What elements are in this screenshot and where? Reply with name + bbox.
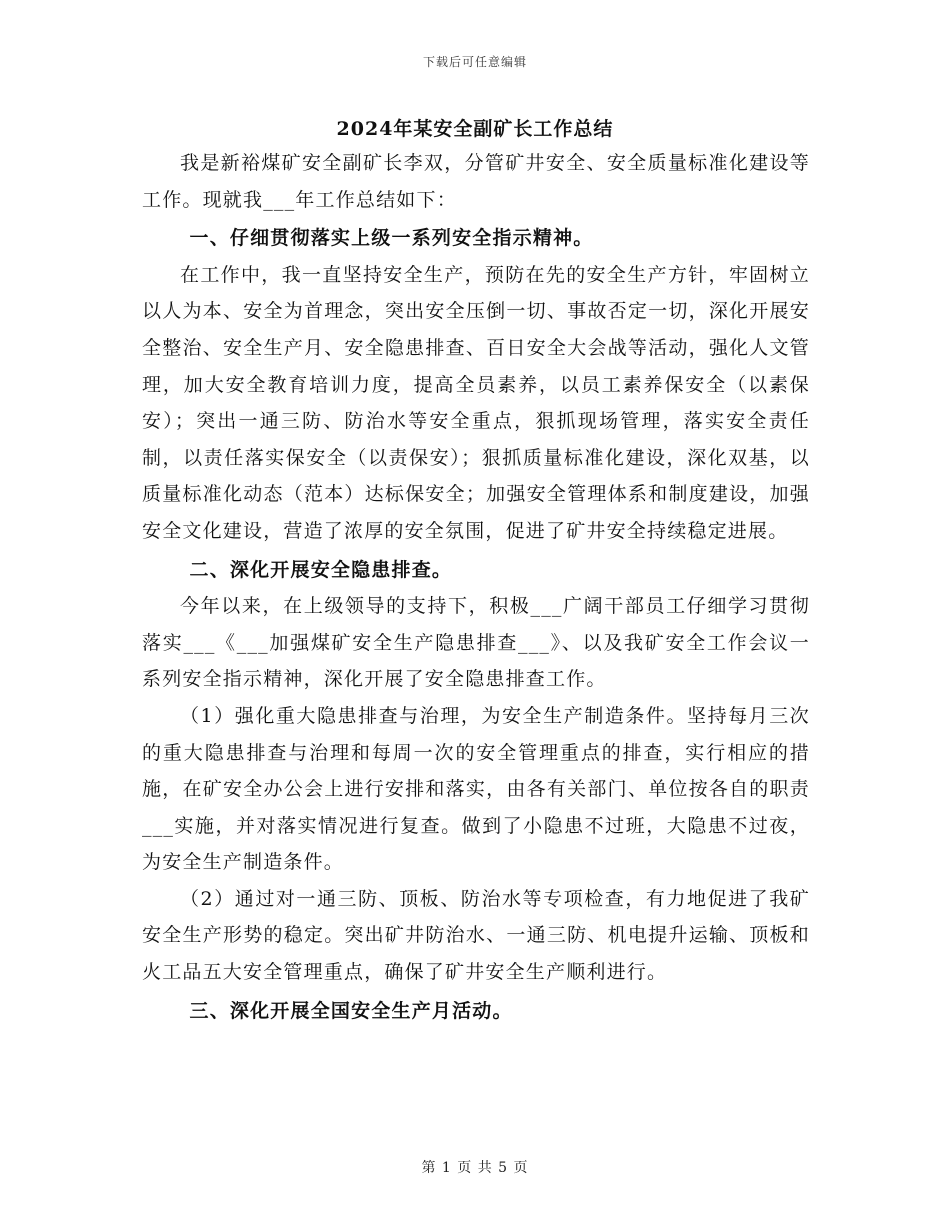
section-2-heading: 二、深化开展安全隐患排查。 — [189, 558, 453, 581]
section-2-item-1: （1）强化重大隐患排查与治理，为安全生产制造条件。坚持每月三次的重大隐患排查与治理和每周一次的安全管理重点的排查，实行相应的措施，在矿安全办公会上进行安排和落实，由各有关部门、单位按各自的职责___实施，并对落实情况进行复查。做到了小隐患不过班，大隐患不过夜，为安全生产制造条件。 — [142, 704, 810, 874]
section-1-paragraph: 在工作中，我一直坚持安全生产，预防在先的安全生产方针，牢固树立以人为本、安全为首理念，突出安全压倒一切、事故否定一切，深化开展安全整治、安全生产月、安全隐患排查、百日安全大会战等活动，强化人文管理，加大安全教育培训力度，提高全员素养，以员工素养保安全（以素保安）；突出一通三防、防治水等安全重点，狠抓现场管理，落实安全责任制，以责任落实保安全（以责保安）；狠抓质量标准化建设，深化双基，以质量标准化动态（范本）达标保安全；加强安全管理体系和制度建设，加强安全文化建设，营造了浓厚的安全氛围，促进了矿井安全持续稳定进展。 — [142, 263, 810, 542]
page-footer: 第 1 页 共 5 页 — [421, 1160, 529, 1176]
section-2-item-2: （2）通过对一通三防、顶板、防治水等专项检查，有力地促进了我矿安全生产形势的稳定。突出矿井防治水、一通三防、机电提升运输、顶板和火工品五大安全管理重点，确保了矿井安全生产顺利进行。 — [142, 887, 810, 984]
section-1-heading: 一、仔细贯彻落实上级一系列安全指示精神。 — [189, 227, 594, 250]
section-3-heading: 三、深化开展全国安全生产月活动。 — [189, 999, 513, 1022]
document-title: 2024年某安全副矿长工作总结 — [336, 118, 614, 140]
header-note: 下载后可任意编辑 — [422, 55, 527, 69]
document-body — [142, 145, 810, 1029]
section-2-paragraph: 今年以来，在上级领导的支持下，积极___广阔干部员工仔细学习贯彻落实___《___加强煤矿安全生产隐患排查___》、以及我矿安全工作会议一系列安全指示精神，深化开展了安全隐患排查工作。 — [142, 595, 810, 691]
intro-paragraph: 我是新裕煤矿安全副矿长李双，分管矿井安全、安全质量标准化建设等工作。现就我___年工作总结如下： — [142, 152, 810, 211]
